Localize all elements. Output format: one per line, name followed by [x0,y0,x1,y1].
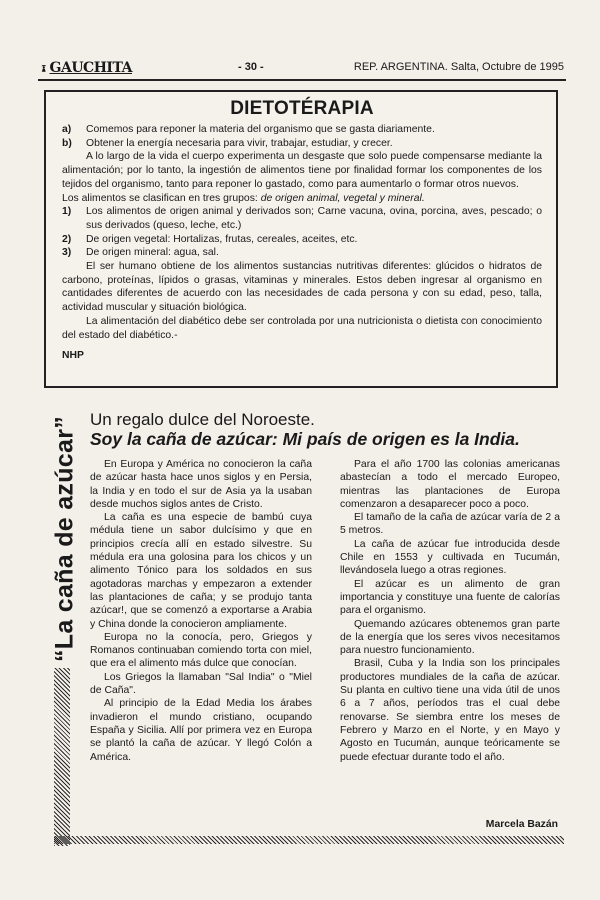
list-marker: 2) [62,233,72,245]
hatched-bar-horizontal [54,836,564,844]
article-paragraph: Para el año 1700 las colonias americanas abastecían a todo el mercado Europeo, mientras las plantaciones de Europa comenzaron a desaparecer poco a poco. [340,459,560,510]
article-paragraph: En Europa y América no conocieron la caña de azúcar hasta hace unos siglos y en Persia, la India y en todo el sur de Asia ya la usaban desde muchos siglos antes de Cristo. [90,459,312,510]
list-text: De origen vegetal: Hortalizas, frutas, cereales, aceites, etc. [86,233,358,245]
list-item [62,137,542,151]
list-marker: a) [62,124,72,135]
list-marker: 1) [62,206,72,218]
article-column-left [90,458,312,764]
article-paragraph: El azúcar es un alimento de gran importancia y constituye una fuente de calorías para el organismo. [340,578,560,617]
article-subtitle: Un regalo dulce del Noroeste. [90,410,315,429]
article-column-right [340,458,560,764]
vertical-title-text: “La caña de azúcar” [50,415,79,663]
classification-line [62,192,542,206]
article-paragraph: Los Griegos la llamaban "Sal India" o "Miel de Caña". [90,671,312,697]
article-paragraph: Europa no la conocía, pero, Griegos y Romanos continuaban comiendo torta con miel, que era el alimento más dulce que conocían. [90,631,312,670]
article-paragraph: Quemando azúcares obtenemos gran parte de la energía que los seres vivos necesitamos para nuestro funcionamiento. [340,618,560,657]
article-paragraph: Al principio de la Edad Media los árabes invadieron el mundo cristiano, ocupando España y Sicilia. Allí por primera vez en Europa se plantó la caña de azúcar. Y llegó Colón a América. [90,698,312,763]
hatched-bar-vertical [54,668,70,846]
box-signature: NHP [62,350,84,362]
list-text: Obtener la energía necesaria para vivir, trabajar, estudiar, y crecer. [86,137,393,149]
box-paragraph: A lo largo de la vida el cuerpo experimenta un desgaste que solo puede compensarse mediante la alimentación; por lo tanto, la ingestión de alimentos tiene por finalidad formar los componentes de los tejidos del organismo, tanto para reponer lo gastado, como para aumentarlo o formar otros nuevos. [62,151,542,190]
logo-text: GAUCHITA [49,60,132,76]
article-paragraph: El tamaño de la caña de azúcar varía de 2 a 5 metros. [340,512,560,537]
box-paragraph: El ser humano obtiene de los alimentos sustancias nutritivas diferentes: glúcidos o hidratos de carbono, proteínas, lípidos o grasas, vitaminas y minerales. Estos deben ingresar al organismo en cantidades diferentes de acuerdo con las necesidades de cada persona y con su edad, peso, talla, actividad muscular y situación biológica. [62,261,542,314]
list-text: Comemos para reponer la materia del organismo que se gasta diariamente. [86,124,435,135]
box-paragraph: La alimentación del diabético debe ser controlada por una nutricionista o dietista con conocimiento del estado del diabético.- [62,315,542,341]
vertical-title [50,408,80,670]
header-rule [38,79,566,81]
list-item [62,205,542,232]
article-author: Marcela Bazán [485,819,558,830]
dietoterapia-box [44,90,558,388]
list-marker: b) [62,137,72,149]
gaucho-icon [40,59,48,77]
list-item [62,233,542,247]
dateline: REP. ARGENTINA. Salta, Octubre de 1995 [353,61,564,73]
article-paragraph: La caña es una especie de bambú cuya médula tiene un sabor dulcísimo y que en principios crecía allí en estado silvestre. Su médula era una golosina para los chicos y un alimento Tónico para los soldados en sus agotadoras marchas y empezaron a extender las plantaciones de caña; y se produjo tanta azúcar!, que se comenzó a exportarse a Arabia y China donde la conocieron ampliamente. [90,512,312,630]
box-title: DIETOTÉRAPIA [230,98,374,119]
page-number: - 30 - [238,61,264,73]
article-paragraph: Brasil, Cuba y la India son los principales productores mundiales de la caña de azúcar. Su planta en cultivo tiene una vida útil de unos 6 a 7 años, períodos tras el cual debe renovarse. Se siembra entre los meses de Febrero y Marzo en el Norte, y en Mayo y Agosto en Tucumán, aunque teóricamente se puede efectuar durante todo el año. [340,658,560,763]
page-header [38,58,566,80]
article-paragraph: La caña de azúcar fue introducida desde Chile en 1553 y cultivada en Tucumán, llevándosela luego a otras regiones. [340,538,560,577]
list-text: De origen mineral: agua, sal. [86,247,219,259]
list-marker: 3) [62,247,72,259]
classification-intro: Los alimentos se clasifican en tres grupos: [62,192,261,204]
list-item [62,123,542,137]
logo [40,58,132,78]
article-headline: Soy la caña de azúcar: Mi país de origen es la India. [90,429,520,449]
list-text: Los alimentos de origen animal y derivados son; Carne vacuna, ovina, porcina, aves, pescado; o sus derivados (queso, leche, etc.) [86,206,542,231]
list-item [62,246,542,260]
classification-groups: de origen animal, vegetal y mineral. [260,192,425,204]
